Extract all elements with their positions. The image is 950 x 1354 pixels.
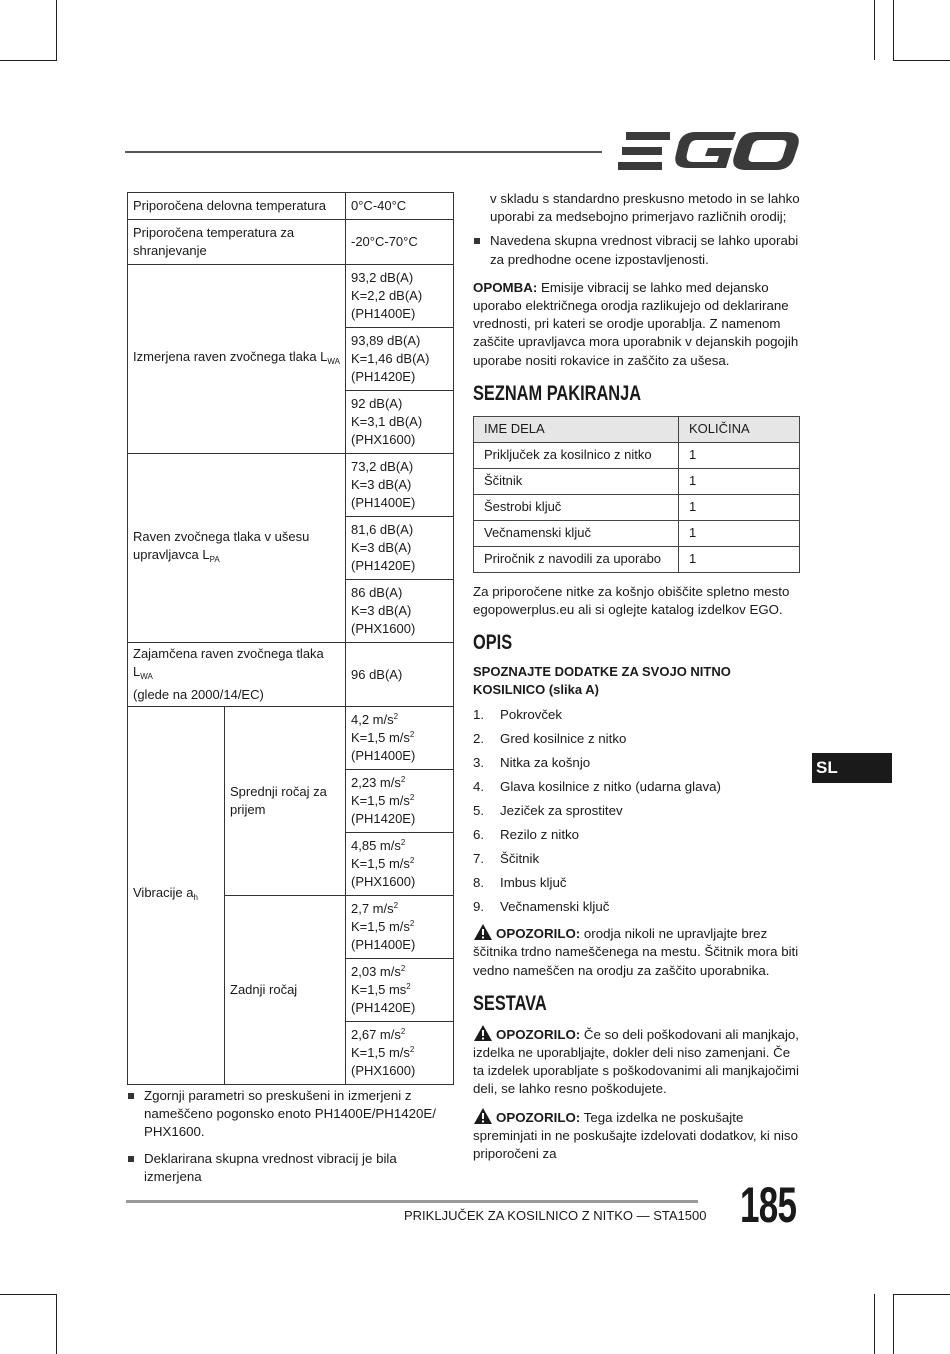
- sestava-heading: SESTAVA: [473, 991, 547, 1015]
- store-temp-label: Priporočena temperatura za shranjevanje: [128, 220, 346, 265]
- table-row: Šestrobi ključ 1: [474, 494, 800, 520]
- guaranteed-label: Zajamčena raven zvočnega tlaka $L_{WA}$ (glede na 2000/14/EC): [128, 643, 346, 707]
- ego-logo: [618, 130, 800, 172]
- table-row: [128, 454, 454, 517]
- warning-icon: [473, 1024, 493, 1042]
- lpa-value: 81,6 dB(A) K=3 dB(A) (PH1420E): [346, 517, 454, 580]
- warning-icon: [473, 923, 493, 941]
- note-paragraph: OPOMBA: Emisije vibracij se lahko med dejansko uporabo električnega orodja razlikujejo od deklarirane vrednosti, pri kateri se orodje uporablja. Z namenom zaščite upravljavca mora uporabnik v dejanskih pogojih uporabe nositi rokavice in zaščito za ušesa.: [473, 279, 799, 368]
- op-temp-value: 0°C-40°C: [346, 193, 454, 220]
- specifications-table: [127, 192, 454, 1085]
- front-vib-value: 4,2 $m/s^2$ K=1,5 $m/s^2$ (PH1400E): [346, 707, 454, 770]
- front-vib-value: 2,23 $m/s^2$ K=1,5 $m/s^2$ (PH1420E): [346, 770, 454, 833]
- crop-mark: [0, 60, 57, 61]
- front-handle-label: Sprednji ročaj za prijem: [225, 707, 346, 896]
- list-item: 4. Glava kosilnice z nitko (udarna glava): [473, 779, 721, 795]
- table-row: [128, 193, 454, 220]
- vibration-label: Vibracije $a_h$: [128, 707, 225, 1085]
- table-header: [474, 416, 800, 442]
- list-item: 1. Pokrovček: [473, 707, 563, 723]
- list-item: 8. Imbus ključ: [473, 875, 567, 891]
- rear-handle-label: Zadnji ročaj: [225, 896, 346, 1085]
- packing-heading: SEZNAM PAKIRANJA: [473, 381, 642, 405]
- warning-paragraph: OPOZORILO: orodja nikoli ne upravljajte brez ščitnika trdno nameščenega na mestu. Ščitnik mora biti vedno nameščen na orodju za zaščito uporabnika.: [473, 923, 803, 980]
- crop-mark: [893, 60, 950, 61]
- table-row: [128, 643, 454, 707]
- rear-vib-value: 2,03 $m/s^2$ K=1,5 $ms^2$ (PH1420E): [346, 959, 454, 1022]
- warning-paragraph: OPOZORILO: Če so deli poškodovani ali manjkajo, izdelka ne uporabljajte, dokler deli niso zamenjani. Če ta izdelek uporabljate s poškodovanimi ali manjkajočimi deli, se lahko resno poškodujete.: [473, 1024, 803, 1099]
- crop-mark: [0, 1294, 57, 1295]
- packing-table: [473, 416, 800, 573]
- bullet-item: Zgornji parametri so preskušeni in izmerjeni z nameščeno pogonsko enoto PH1400E/PH1420E/ PHX1600.: [127, 1087, 452, 1142]
- lpa-label: Raven zvočnega tlaka v ušesu upravljavca $L_{PA}$: [128, 454, 346, 643]
- opis-heading: OPIS: [473, 631, 513, 655]
- list-item: 6. Rezilo z nitko: [473, 827, 580, 843]
- lpa-value: 86 dB(A) K=3 dB(A) (PHX1600): [346, 580, 454, 643]
- store-temp-value: -20°C-70°C: [346, 220, 454, 265]
- crop-mark: [56, 0, 57, 60]
- list-item: 7. Ščitnik: [473, 851, 540, 867]
- crop-mark: [893, 1294, 950, 1295]
- logo-text: EGO: [618, 130, 621, 131]
- list-item: 2. Gred kosilnice z nitko: [473, 731, 627, 747]
- list-item: 5. Jeziček za sprostitev: [473, 803, 623, 819]
- lpa-value: 73,2 dB(A) K=3 dB(A) (PH1400E): [346, 454, 454, 517]
- list-item: 9. Večnamenski ključ: [473, 899, 610, 915]
- list-item: 3. Nitka za košnjo: [473, 755, 591, 771]
- parts-list: [473, 703, 803, 919]
- front-vib-value: 4,85 $m/s^2$ K=1,5 $m/s^2$ (PHX1600): [346, 833, 454, 896]
- bullet-item: Navedena skupna vrednost vibracij se lahko uporabi za predhodne ocene izpostavljenosti.: [473, 232, 803, 268]
- crop-mark: [874, 1294, 875, 1354]
- warning-icon: [473, 1107, 493, 1125]
- footer-rule: [126, 1200, 698, 1203]
- rear-vib-value: 2,7 $m/s^2$ K=1,5 $m/s^2$ (PH1400E): [346, 896, 454, 959]
- lwa-value: 93,89 dB(A) K=1,46 dB(A) (PH1420E): [346, 328, 454, 391]
- lwa-value: 93,2 dB(A) K=2,2 dB(A) (PH1400E): [346, 265, 454, 328]
- table-row: Priključek za kosilnico z nitko 1: [474, 442, 800, 468]
- warning-paragraph: OPOZORILO: Tega izdelka ne poskušajte spreminjati in ne poskušajte izdelovati dodatkov, ki niso priporočeni za: [473, 1107, 803, 1164]
- recommend-text: Za priporočene nitke za košnjo obiščite spletno mesto egopowerplus.eu ali si oglejte katalog izdelkov EGO.: [473, 583, 790, 618]
- page-number: 185: [740, 1177, 797, 1233]
- header-rule: [125, 151, 602, 153]
- bullet-item: Deklarirana skupna vrednost vibracij je bila izmerjena: [127, 1150, 452, 1186]
- table-row: Večnamenski ključ 1: [474, 520, 800, 546]
- crop-mark: [893, 0, 894, 60]
- crop-mark: [56, 1294, 57, 1354]
- guaranteed-value: 96 dB(A): [346, 643, 454, 707]
- col-qty: KOLIČINA: [679, 416, 800, 442]
- col-name: IME DELA: [474, 416, 679, 442]
- table-row: [128, 707, 454, 770]
- rear-vib-value: 2,67 $m/s^2$ K=1,5 $m/s^2$ (PHX1600): [346, 1022, 454, 1085]
- table-row: Ščitnik 1: [474, 468, 800, 494]
- opis-subheading: SPOZNAJTE DODATKE ZA SVOJO NITNO KOSILNICO (slika A): [473, 664, 731, 698]
- crop-mark: [893, 1294, 894, 1354]
- table-row: [128, 220, 454, 265]
- lwa-label: Izmerjena raven zvočnega tlaka $L_{WA}$: [128, 265, 346, 454]
- right-column: [473, 190, 803, 1163]
- language-tab: SL: [812, 753, 892, 783]
- continued-text: v skladu s standardno preskusno metodo in se lahko uporabi za medsebojno primerjavo različnih orodij;: [490, 191, 800, 225]
- lwa-value: 92 dB(A) K=3,1 dB(A) (PHX1600): [346, 391, 454, 454]
- table-row: Priročnik z navodili za uporabo 1: [474, 546, 800, 572]
- table-row: [128, 265, 454, 328]
- op-temp-label: Priporočena delovna temperatura: [128, 193, 346, 220]
- left-notes: [127, 1087, 452, 1192]
- crop-mark: [874, 0, 875, 60]
- footer-title: PRIKLJUČEK ZA KOSILNICO Z NITKO — STA1500: [404, 1208, 707, 1223]
